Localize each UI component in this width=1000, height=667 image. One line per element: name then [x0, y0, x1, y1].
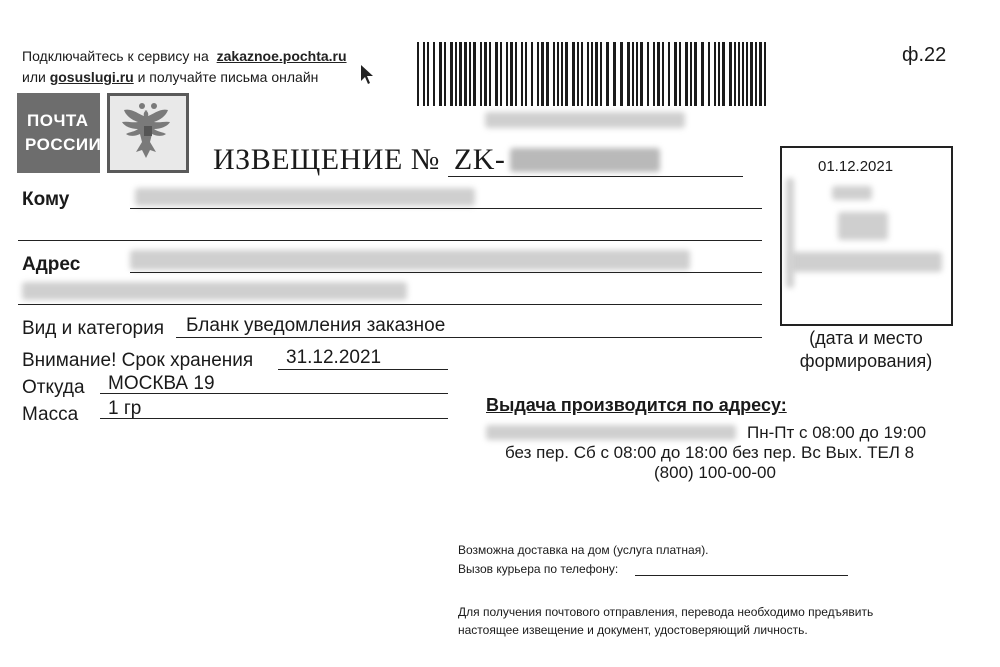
address-line-1-redacted — [130, 250, 690, 270]
barcode-bar — [647, 42, 649, 106]
stamp-redacted-2 — [838, 212, 888, 240]
barcode-bar — [565, 42, 568, 106]
barcode-number-redacted — [485, 112, 685, 128]
barcode-bar — [495, 42, 498, 106]
barcode-bar — [613, 42, 616, 106]
barcode-bar — [500, 42, 502, 106]
barcode-bar — [423, 42, 425, 106]
courier-phone-line — [635, 575, 848, 576]
coat-of-arms — [107, 93, 189, 173]
form-number: ф.22 — [902, 44, 947, 66]
from-label: Откуда — [22, 377, 85, 398]
date-caption-line-2: формирования) — [799, 351, 933, 371]
zakaznoe-link[interactable]: zakaznoe.pochta.ru — [216, 48, 347, 64]
address-line-2-redacted — [22, 282, 407, 300]
storage-label: Внимание! Срок хранения — [22, 350, 254, 371]
barcode-bar — [531, 42, 533, 106]
barcode-bar — [581, 42, 583, 106]
barcode-bar — [433, 42, 435, 106]
barcode-bar — [627, 42, 630, 106]
stamp-redacted-3 — [790, 252, 942, 272]
pickup-phone: (800) 100-00-00 — [654, 463, 776, 482]
barcode-bar — [690, 42, 692, 106]
courier-label: Вызов курьера по телефону: — [458, 562, 619, 576]
pickup-address-redacted — [486, 425, 736, 440]
barcode-bar — [694, 42, 697, 106]
notice-title — [213, 143, 505, 177]
barcode-bar — [764, 42, 766, 106]
barcode-bar — [742, 42, 744, 106]
weight-line — [100, 418, 448, 419]
address-label: Адрес — [22, 254, 81, 275]
notice-number-redacted — [510, 148, 660, 172]
barcode-bar — [480, 42, 482, 106]
barcode-bar — [685, 42, 688, 106]
weight-value: 1 гр — [108, 398, 142, 419]
barcode-bar — [714, 42, 716, 106]
storage-value: 31.12.2021 — [286, 347, 382, 368]
barcode-bar — [595, 42, 598, 106]
barcode-bar — [759, 42, 762, 106]
barcode-bar — [557, 42, 559, 106]
address-line-1 — [130, 272, 762, 273]
barcode-bar — [459, 42, 462, 106]
date-stamp-box — [780, 146, 953, 326]
barcode-bar — [546, 42, 549, 106]
home-delivery-note: Возможна доставка на дом (услуга платная). — [458, 543, 709, 557]
barcode-bar — [606, 42, 609, 106]
to-line-2 — [18, 240, 762, 241]
barcode-bar — [708, 42, 710, 106]
barcode-bar — [484, 42, 487, 106]
storage-line — [278, 369, 448, 370]
barcode-bar — [510, 42, 513, 106]
barcode-bar — [640, 42, 643, 106]
to-line-1 — [130, 208, 762, 209]
eagle-icon — [110, 96, 186, 170]
barcode-bar — [521, 42, 523, 106]
barcode-bar — [636, 42, 638, 106]
stamp-redacted-edge — [786, 178, 794, 288]
barcode-bar — [668, 42, 670, 106]
barcode-bar — [620, 42, 623, 106]
weight-label: Масса — [22, 404, 79, 425]
instruction-line-2: настоящее извещение и документ, удостоверяющий личность. — [458, 623, 808, 637]
or-suffix: и получайте письма онлайн — [137, 69, 319, 85]
to-label: Кому — [22, 189, 70, 210]
connect-prefix: Подключайтесь к сервису на — [22, 48, 209, 64]
instruction-line-1: Для получения почтового отправления, перевода необходимо предъявить — [458, 605, 874, 619]
barcode-bar — [439, 42, 442, 106]
barcode-bar — [455, 42, 457, 106]
barcode-bar — [729, 42, 732, 106]
pickup-hours-2: без пер. Сб с 08:00 до 18:00 без пер. Вс Вых. ТЕЛ 8 — [505, 443, 915, 462]
barcode-bar — [718, 42, 720, 106]
barcode-bar — [738, 42, 740, 106]
logo-line-2: РОССИИ — [25, 135, 102, 154]
barcode-bar — [662, 42, 664, 106]
barcode-bar — [653, 42, 655, 106]
barcode-bar — [746, 42, 748, 106]
kind-value: Бланк уведомления заказное — [186, 315, 446, 336]
barcode-bar — [417, 42, 419, 106]
barcode-bar — [506, 42, 508, 106]
barcode-bar — [577, 42, 579, 106]
barcode-bar — [537, 42, 539, 106]
barcode-bar — [464, 42, 467, 106]
barcode-bar — [515, 42, 517, 106]
date-caption-line-1: (дата и место — [809, 328, 923, 348]
stamp-redacted-1 — [832, 186, 872, 200]
barcode-bar — [750, 42, 753, 106]
address-line-2 — [18, 304, 762, 305]
kind-line — [176, 337, 762, 338]
barcode-bar — [427, 42, 429, 106]
from-line — [100, 393, 448, 394]
notice-number-line — [448, 176, 743, 177]
barcode-bar — [572, 42, 575, 106]
pickup-heading: Выдача производится по адресу: — [486, 395, 787, 415]
barcode-bar — [734, 42, 736, 106]
barcode-bar — [657, 42, 660, 106]
barcode-bar — [591, 42, 593, 106]
notice-title-prefix: ИЗВЕЩЕНИЕ № — [213, 143, 440, 176]
cursor-icon — [360, 64, 376, 86]
from-value: МОСКВА 19 — [108, 373, 215, 394]
pickup-hours-1: Пн-Пт с 08:00 до 19:00 — [747, 423, 927, 442]
formation-date: 01.12.2021 — [818, 158, 894, 175]
barcode-bar — [587, 42, 589, 106]
barcode-bar — [444, 42, 446, 106]
recipient-name-redacted — [135, 188, 475, 206]
barcode-bar — [473, 42, 476, 106]
service-line-2 — [22, 69, 318, 85]
barcode-bar — [489, 42, 491, 106]
notice-number: ZK- — [453, 143, 506, 176]
gosuslugi-link[interactable]: gosuslugi.ru — [49, 69, 134, 85]
service-line-1 — [22, 48, 347, 64]
barcode-bar — [701, 42, 704, 106]
barcode-bar — [450, 42, 453, 106]
pochta-logo — [17, 93, 100, 173]
barcode-bar — [755, 42, 757, 106]
logo-line-1: ПОЧТА — [27, 111, 89, 130]
date-caption — [786, 327, 946, 373]
barcode-bar — [679, 42, 681, 106]
barcode-bar — [722, 42, 725, 106]
barcode-bar — [553, 42, 555, 106]
barcode-bar — [541, 42, 544, 106]
barcode-bar — [600, 42, 602, 106]
barcode-bar — [674, 42, 677, 106]
kind-label: Вид и категория — [22, 318, 165, 339]
or-prefix: или — [22, 69, 46, 85]
barcode-bar — [469, 42, 471, 106]
barcode-bar — [561, 42, 563, 106]
barcode — [415, 42, 770, 108]
barcode-bar — [632, 42, 634, 106]
barcode-bar — [525, 42, 527, 106]
